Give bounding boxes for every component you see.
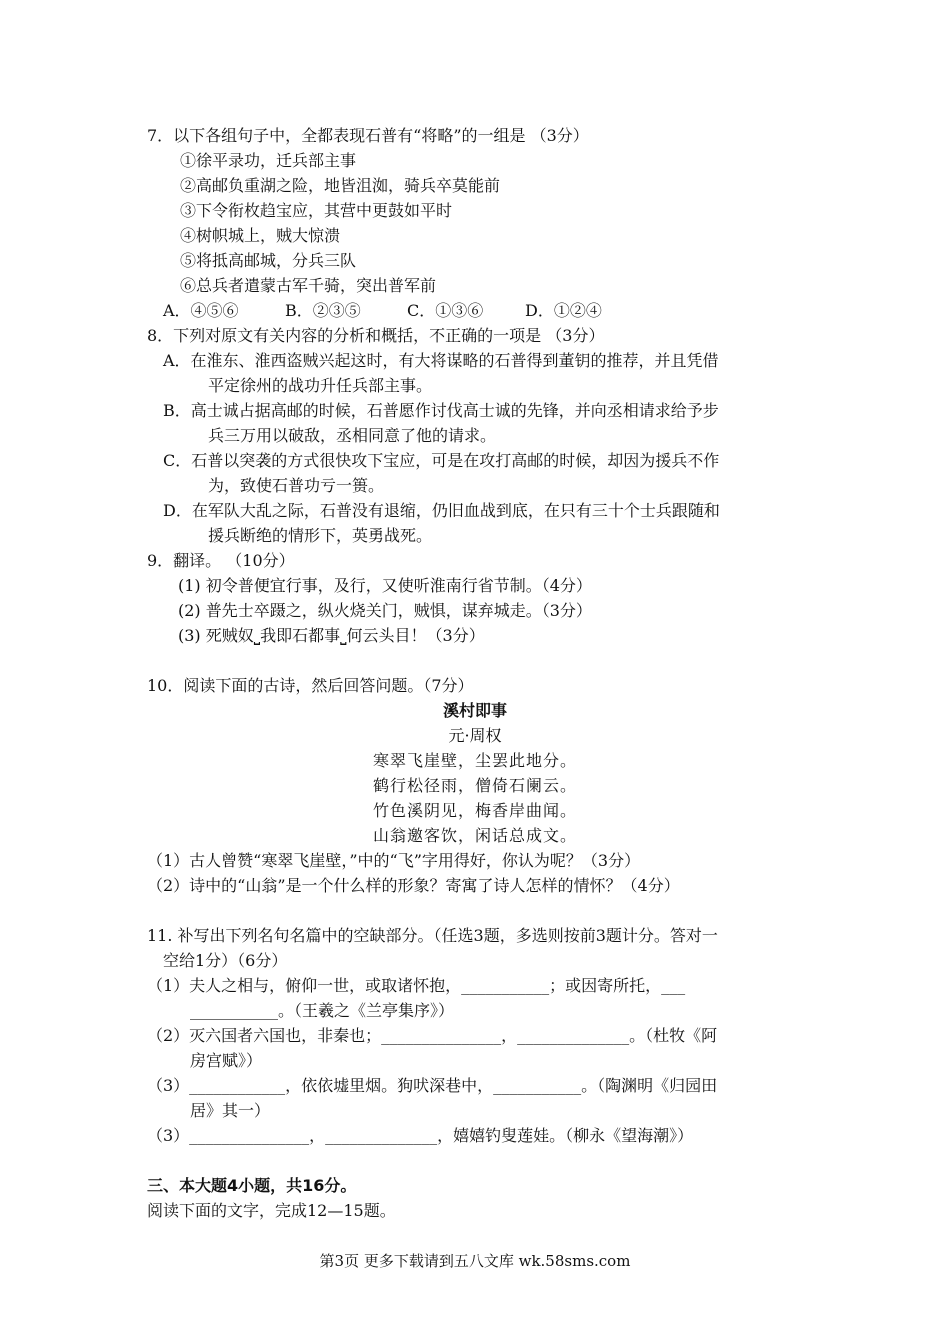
page-footer: 第3页 更多下载请到五八文库 wk.58sms.com <box>319 1252 631 1270</box>
q8-option-d-line1: D．在军队大乱之际，石普没有退缩，仍旧血战到底，在只有三十个士兵跟随和 <box>163 501 720 520</box>
q10-question: （1）古人曾赞“寒翠飞崖壁，”中的“飞”字用得好，你认为呢？（3分） <box>147 851 641 870</box>
q7-item: ①徐平录功，迁兵部主事 <box>180 151 357 170</box>
section-heading: 三、本大题4小题，共16分。 <box>147 1176 357 1195</box>
poem-line: 寒翠飞崖壁，尘罢此地分。 <box>372 751 577 770</box>
q7-option-a: A．④⑤⑥ <box>163 301 239 320</box>
q10-question: （2）诗中的“山翁”是一个什么样的形象？寄寓了诗人怎样的情怀？（4分） <box>147 876 680 895</box>
q11-stem-line1: 11. 补写出下列名句名篇中的空缺部分。（任选3题，多选则按前3题计分。答对一 <box>147 926 718 945</box>
q8-option-c-line1: C．石普以突袭的方式很快攻下宝应，可是在攻打高邮的时候，却因为援兵不作 <box>163 451 720 470</box>
q9-item: (3) 死贼奴⎵我即石都事⎵何云头目！（3分） <box>178 626 485 645</box>
q11-stem-line2: 空给1分）（6分） <box>163 951 288 970</box>
q9-stem: 9．翻译。 （10分） <box>147 551 295 570</box>
q7-option-d: D．①②④ <box>525 301 602 320</box>
q11-line: （3）____________，依依墟里烟。狗吠深巷中，___________。（陶渊明《归园田 <box>147 1076 718 1095</box>
q11-line: 居》其一） <box>190 1101 271 1120</box>
q11-line: （2）灭六国者六国也，非秦也；_______________，______________。（杜牧《阿 <box>147 1026 718 1045</box>
q7-item: ⑤将抵高邮城，分兵三队 <box>180 251 357 270</box>
q7-item: ⑥总兵者遣蒙古军千骑，突出普军前 <box>180 276 437 295</box>
q7-option-b: B．②③⑤ <box>285 301 361 320</box>
q11-line: ___________。（王羲之《兰亭集序》） <box>190 1001 455 1020</box>
q11-line: 房宫赋》） <box>190 1051 263 1070</box>
q8-option-a-line2: 平定徐州的战功升任兵部主事。 <box>208 376 433 395</box>
q11-line: （1）夫人之相与，俯仰一世，或取诸怀抱，___________；或因寄所托，___ <box>147 976 686 995</box>
q7-options <box>163 299 602 324</box>
q8-stem: 8．下列对原文有关内容的分析和概括，不正确的一项是 （3分） <box>147 326 605 345</box>
poem-line: 山翁邀客饮，闲话总成文。 <box>372 826 577 845</box>
q8-option-b-line2: 兵三万用以破敌，丞相同意了他的请求。 <box>208 426 497 445</box>
q9-item: (2) 普先士卒蹑之，纵火烧关门，贼惧，谋弃城走。（3分） <box>178 601 592 620</box>
q9-item: (1) 初令普便宜行事，及行，又使听淮南行省节制。（4分） <box>178 576 592 595</box>
q7-option-c: C．①③⑥ <box>407 301 484 320</box>
poem-line: 竹色溪阴见，梅香岸曲闻。 <box>372 801 577 820</box>
poem-line: 鹤行松径雨，僧倚石阑云。 <box>372 776 577 795</box>
section-intro: 阅读下面的文字，完成12—15题。 <box>147 1201 396 1220</box>
q8-option-d-line2: 援兵断绝的情形下，英勇战死。 <box>208 526 433 545</box>
q8-option-c-line2: 为，致使石普功亏一篑。 <box>208 476 385 495</box>
q7-stem: 7．以下各组句子中，全都表现石普有“将略”的一组是 （3分） <box>147 126 589 145</box>
q8-option-a-line1: A．在淮东、淮西盗贼兴起这时，有大将谋略的石普得到董钥的推荐，并且凭借 <box>163 351 719 370</box>
q10-stem: 10．阅读下面的古诗，然后回答问题。（7分） <box>147 676 474 695</box>
q11-line: （3）_______________，______________，嬉嬉钓叟莲娃。（柳永《望海潮》） <box>147 1126 694 1145</box>
poem-author: 元·周权 <box>448 726 502 745</box>
q7-item: ③下令衔枚趋宝应，其营中更鼓如平时 <box>180 201 453 220</box>
poem-title: 溪村即事 <box>442 701 507 720</box>
q7-item: ②高邮负重湖之险，地皆沮洳，骑兵卒莫能前 <box>180 176 501 195</box>
q7-item: ④树帜城上，贼大惊溃 <box>180 226 341 245</box>
q8-option-b-line1: B．高士诚占据高邮的时候，石普愿作讨伐高士诚的先锋，并向丞相请求给予步 <box>163 401 719 420</box>
